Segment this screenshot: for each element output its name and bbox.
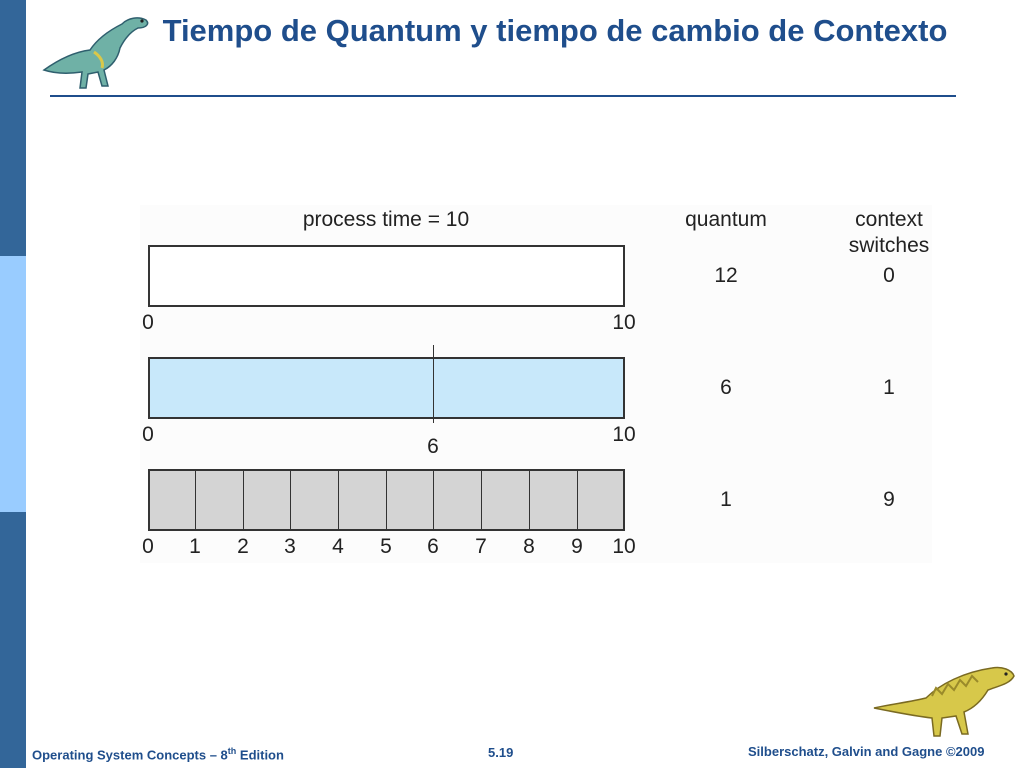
footer-page-number: 5.19 <box>488 745 514 760</box>
quantum-header: quantum <box>685 208 767 231</box>
footer-authors: Silberschatz, Galvin and Gagne ©2009 <box>748 744 985 759</box>
tick-label: 10 <box>612 311 636 334</box>
context-switches-value: 1 <box>883 376 895 399</box>
quantum-boundary-line <box>433 345 434 423</box>
dinosaur-illustration-icon <box>870 660 1016 742</box>
footer-book-superscript: th <box>227 746 237 756</box>
timeline-bar-quantum-12 <box>148 245 625 307</box>
slide-title: Tiempo de Quantum y tiempo de cambio de Contexto <box>162 13 948 48</box>
tick-label: 4 <box>332 535 344 558</box>
tick-label: 2 <box>237 535 249 558</box>
tick-label: 0 <box>142 535 154 558</box>
tick-label: 5 <box>380 535 392 558</box>
context-switches-header-line2: switches <box>848 234 930 257</box>
tick-label: 10 <box>612 423 636 446</box>
context-switches-value: 9 <box>883 488 895 511</box>
tick-label: 10 <box>612 535 636 558</box>
quantum-value: 1 <box>720 488 732 511</box>
tick-label: 8 <box>523 535 535 558</box>
quantum-value: 12 <box>714 264 738 287</box>
quantum-boundary-line <box>195 471 196 529</box>
footer-book-suffix: Edition <box>236 747 284 763</box>
dinosaur-logo-icon <box>38 8 156 94</box>
quantum-boundary-line <box>529 471 530 529</box>
quantum-boundary-line <box>338 471 339 529</box>
footer-book-prefix: Operating System Concepts – 8 <box>32 747 228 763</box>
tick-label: 1 <box>189 535 201 558</box>
quantum-boundary-line <box>243 471 244 529</box>
sidebar-strip-highlight <box>0 256 26 512</box>
footer-book-title <box>32 746 284 762</box>
quantum-boundary-line <box>290 471 291 529</box>
quantum-boundary-line <box>481 471 482 529</box>
tick-label: 6 <box>427 435 439 458</box>
quantum-boundary-line <box>386 471 387 529</box>
tick-label: 7 <box>475 535 487 558</box>
timeline-bar-quantum-6 <box>148 357 625 419</box>
title-underline <box>50 95 956 97</box>
tick-label: 6 <box>427 535 439 558</box>
tick-label: 9 <box>571 535 583 558</box>
tick-label: 0 <box>142 423 154 446</box>
quantum-value: 6 <box>720 376 732 399</box>
process-time-label: process time = 10 <box>302 208 470 231</box>
quantum-boundary-line <box>433 471 434 529</box>
context-switches-value: 0 <box>883 264 895 287</box>
tick-label: 3 <box>284 535 296 558</box>
tick-label: 0 <box>142 311 154 334</box>
quantum-boundary-line <box>577 471 578 529</box>
context-switches-header-line1: context <box>855 208 923 231</box>
